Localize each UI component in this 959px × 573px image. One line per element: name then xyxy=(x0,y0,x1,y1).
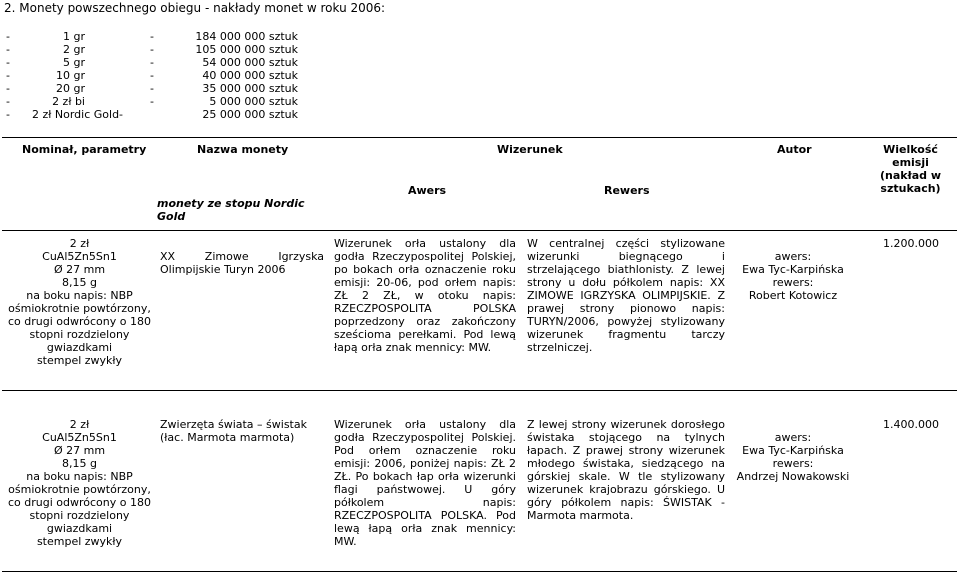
author-line: rewers: xyxy=(772,457,814,470)
row1-params xyxy=(2,237,157,367)
param-line: gwiazdkami xyxy=(46,522,113,535)
subgroup-heading xyxy=(157,197,305,223)
coin-amount: 184 000 000 sztuk xyxy=(195,30,298,43)
header-size-line: Wielkość xyxy=(883,143,938,156)
header-size-line: emisji xyxy=(892,156,929,169)
list-dash: - xyxy=(6,108,10,121)
row2-obverse: Wizerunek orła ustalony dla godła Rzeczypospolitej Polskiej. Pod orłem oznaczenie roku emisji: 2006, poniżej napis: ZŁ 2 ZŁ. Po bokach łap orła wizerunki flagi państwowej. U góry półkolem napis: RZECZPOSPOLITA POLSKA. Pod lewą łapą orła znak mennicy: MW. xyxy=(334,418,516,548)
list-separator: - xyxy=(150,69,154,82)
param-line: 8,15 g xyxy=(62,457,97,470)
coin-name: 10 gr xyxy=(56,69,85,82)
list-separator: - xyxy=(150,43,154,56)
param-line: 2 zł xyxy=(69,418,90,431)
author-line: Robert Kotowicz xyxy=(748,289,838,302)
list-dash: - xyxy=(6,95,10,108)
header-size xyxy=(862,143,959,195)
header-reverse: Rewers xyxy=(604,184,650,197)
coin-amount: 25 000 000 sztuk xyxy=(202,108,298,121)
list-separator: - xyxy=(150,56,154,69)
author-line: awers: xyxy=(774,431,812,444)
row2-params xyxy=(2,418,157,548)
author-line: awers: xyxy=(774,250,812,263)
table-top-rule xyxy=(2,137,957,138)
param-line: 8,15 g xyxy=(62,276,97,289)
param-line: stopni rozdzielony xyxy=(29,328,130,341)
row2-mintage: 1.400.000 xyxy=(883,418,939,431)
header-bottom-rule xyxy=(2,230,957,231)
coin-name: 20 gr xyxy=(56,82,85,95)
author-line: rewers: xyxy=(772,276,814,289)
list-separator: - xyxy=(150,95,154,108)
coin-amount: 35 000 000 sztuk xyxy=(202,82,298,95)
param-line: na boku napis: NBP xyxy=(26,470,133,483)
row2-author xyxy=(731,431,855,483)
header-name: Nazwa monety xyxy=(197,143,289,156)
list-dash: - xyxy=(6,43,10,56)
row1-reverse: W centralnej części stylizowane wizerunki biegnącego i strzelającego biathlonisty. Z lewej strony u dołu półkolem napis: XX ZIMOWE IGRZYSKA OLIMPIJSKIE. Z prawej strony pionowo napis: TURYN/2006, powyżej stylizowany wizerunek fragmentu tarczy strzelniczej. xyxy=(527,237,725,354)
param-line: na boku napis: NBP xyxy=(26,289,133,302)
header-design: Wizerunek xyxy=(497,143,563,156)
coin-amount: 40 000 000 sztuk xyxy=(202,69,298,82)
param-line: gwiazdkami xyxy=(46,341,113,354)
list-dash: - xyxy=(6,30,10,43)
list-dash: - xyxy=(6,82,10,95)
param-line: CuAl5Zn5Sn1 xyxy=(42,250,117,263)
list-separator: - xyxy=(150,82,154,95)
coin-name: 5 gr xyxy=(63,56,85,69)
row1-mintage: 1.200.000 xyxy=(883,237,939,250)
row-separator-rule xyxy=(2,390,957,391)
table-bottom-rule xyxy=(2,571,957,572)
coin-name: 2 zł bi xyxy=(52,95,85,108)
list-separator: - xyxy=(150,30,154,43)
header-author: Autor xyxy=(777,143,812,156)
list-dash: - xyxy=(6,69,10,82)
header-size-line: sztukach) xyxy=(880,182,941,195)
param-line: co drugi odwrócony o 180 xyxy=(8,496,151,509)
subgroup-line: monety ze stopu Nordic xyxy=(157,197,305,210)
list-dash: - xyxy=(6,56,10,69)
row2-reverse: Z lewej strony wizerunek dorosłego świstaka stojącego na tylnych łapach. Z prawej strony wizerunek młodego świstaka, siedzącego na górskiej skale. W tle stylizowany wizerunek krajobrazu górskiego. U góry półkolem napis: ŚWISTAK - Marmota marmota. xyxy=(527,418,725,522)
author-line: Ewa Tyc-Karpińska xyxy=(742,444,844,457)
coin-name: 2 gr xyxy=(63,43,85,56)
header-size-line: (nakład w xyxy=(880,169,941,182)
param-line: stopni rozdzielony xyxy=(29,509,130,522)
coin-name: 1 gr xyxy=(63,30,85,43)
coin-amount: 5 000 000 sztuk xyxy=(209,95,298,108)
header-nominal: Nominał, parametry xyxy=(22,143,147,156)
page-title: 2. Monety powszechnego obiegu - nakłady monet w roku 2006: xyxy=(4,1,386,15)
subgroup-line: Gold xyxy=(157,210,186,223)
row1-author xyxy=(731,250,855,302)
param-line: 2 zł xyxy=(69,237,90,250)
row1-coin-name: XX Zimowe Igrzyska Olimpijskie Turyn 2006 xyxy=(160,250,324,276)
param-line: Ø 27 mm xyxy=(53,444,106,457)
row1-obverse: Wizerunek orła ustalony dla godła Rzeczypospolitej Polskiej, po bokach orła oznaczenie roku emisji: 20-06, pod orłem napis: ZŁ 2 ZŁ, w otoku napis: RZECZPOSPOLITA POLSKA poprzedzony oraz zakończony sześcioma perełkami. Pod lewą łapą orła znak mennicy: MW. xyxy=(334,237,516,354)
param-line: ośmiokrotnie powtórzony, xyxy=(8,483,151,496)
param-line: co drugi odwrócony o 180 xyxy=(8,315,151,328)
param-line: stempel zwykły xyxy=(36,354,123,367)
author-line: Ewa Tyc-Karpińska xyxy=(742,263,844,276)
row2-coin-name: Zwierzęta świata – świstak (łac. Marmota marmota) xyxy=(160,418,307,444)
coin-amount: 54 000 000 sztuk xyxy=(202,56,298,69)
author-line: Andrzej Nowakowski xyxy=(736,470,850,483)
coin-name: 2 zł Nordic Gold- xyxy=(32,108,124,121)
param-line: ośmiokrotnie powtórzony, xyxy=(8,302,151,315)
param-line: stempel zwykły xyxy=(36,535,123,548)
header-obverse: Awers xyxy=(408,184,447,197)
param-line: CuAl5Zn5Sn1 xyxy=(42,431,117,444)
coin-amount: 105 000 000 sztuk xyxy=(195,43,298,56)
param-line: Ø 27 mm xyxy=(53,263,106,276)
